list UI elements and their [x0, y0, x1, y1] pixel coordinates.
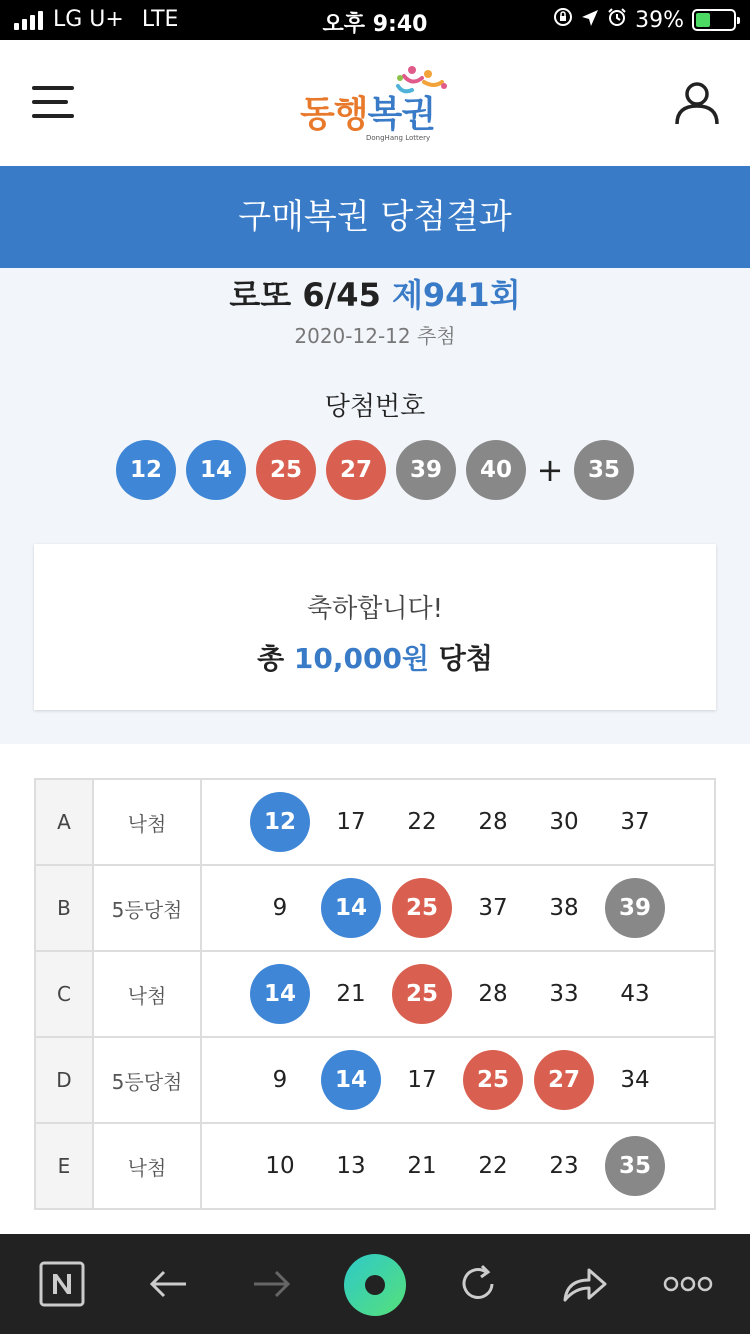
ticket-number: 9: [272, 1067, 288, 1093]
ticket-section: [0, 744, 750, 1234]
page-title: 구매복권 당첨결과: [0, 166, 750, 268]
ticket-number: 10: [265, 1153, 295, 1179]
game-label: E: [35, 1123, 93, 1209]
carrier: LG U+: [53, 7, 124, 32]
winning-numbers: [116, 440, 644, 500]
bonus-ball: 35: [574, 440, 634, 500]
alarm-icon: [607, 7, 627, 33]
bonus-plus: +: [536, 451, 564, 489]
game-label: B: [35, 865, 93, 951]
winning-ball: 25: [256, 440, 316, 500]
ticket-number: 17: [407, 1067, 437, 1093]
prize-total: [34, 637, 716, 677]
prize-prefix: 총: [257, 642, 285, 675]
ticket-table: [34, 778, 716, 1210]
game-result: 낙첨: [93, 1123, 201, 1209]
ticket-number: 30: [549, 809, 579, 835]
ticket-number: 43: [620, 981, 650, 1007]
draw-date: 2020-12-12 추첨: [294, 324, 456, 348]
ticket-number: 27: [534, 1050, 594, 1110]
round-title: [0, 270, 750, 316]
game-label: D: [35, 1037, 93, 1123]
ticket-number: 23: [549, 1153, 579, 1179]
round-number: 제941회: [391, 276, 521, 314]
game-numbers: [201, 865, 715, 951]
logo-subtitle: DongHang Lottery: [366, 134, 431, 142]
ticket-number: 21: [336, 981, 366, 1007]
game-numbers: [201, 1123, 715, 1209]
ticket-number: 14: [250, 964, 310, 1024]
game-numbers: [201, 779, 715, 865]
ticket-number: 17: [336, 809, 366, 835]
game-label: C: [35, 951, 93, 1037]
winning-ball: 40: [466, 440, 526, 500]
app-header: [0, 40, 750, 166]
ticket-number: 14: [321, 1050, 381, 1110]
table-row: [35, 779, 715, 865]
ticket-number: 33: [549, 981, 579, 1007]
game-numbers: [201, 1037, 715, 1123]
ticket-number: 22: [478, 1153, 508, 1179]
menu-icon[interactable]: [32, 84, 74, 120]
table-row: [35, 1123, 715, 1209]
congrats-message: 축하합니다!: [306, 594, 443, 624]
ticket-number: 34: [620, 1067, 650, 1093]
ticket-number: 25: [463, 1050, 523, 1110]
ticket-number: 25: [392, 964, 452, 1024]
user-icon[interactable]: [674, 80, 720, 126]
congrats-card: [34, 544, 716, 710]
ticket-number: 28: [478, 809, 508, 835]
ticket-number: 14: [321, 878, 381, 938]
game-result: 5등당첨: [93, 865, 201, 951]
winning-ball: 14: [186, 440, 246, 500]
share-icon[interactable]: [556, 1256, 612, 1312]
ticket-number: 38: [549, 895, 579, 921]
ticket-number: 37: [478, 895, 508, 921]
ticket-number: 28: [478, 981, 508, 1007]
logo-text: 동행복권: [300, 94, 436, 135]
reload-icon[interactable]: [450, 1256, 506, 1312]
back-icon[interactable]: [140, 1256, 196, 1312]
ticket-number: 37: [620, 809, 650, 835]
forward-icon[interactable]: [244, 1256, 300, 1312]
prize-amount: 10,000원: [293, 642, 430, 675]
winning-ball: 39: [396, 440, 456, 500]
prize-suffix: 당첨: [438, 642, 493, 675]
ticket-number: 25: [392, 878, 452, 938]
battery-icon: [692, 9, 736, 31]
winning-numbers-label: 당첨번호: [324, 392, 426, 422]
game-label: A: [35, 779, 93, 865]
ticket-number: 22: [407, 809, 437, 835]
game-result: 낙첨: [93, 779, 201, 865]
ticket-number: 13: [336, 1153, 366, 1179]
ticket-number: 21: [407, 1153, 437, 1179]
table-row: [35, 951, 715, 1037]
game-numbers: [201, 951, 715, 1037]
battery-percent: 39%: [635, 7, 684, 33]
table-row: [35, 1037, 715, 1123]
network-type: LTE: [141, 7, 179, 32]
clock: 오후 9:40: [322, 12, 428, 37]
status-bar: [0, 0, 750, 40]
winning-ball: 12: [116, 440, 176, 500]
naver-icon[interactable]: [34, 1256, 90, 1312]
location-icon: [581, 8, 599, 33]
ticket-number: 35: [605, 1136, 665, 1196]
ticket-number: 12: [250, 792, 310, 852]
game-result: 낙첨: [93, 951, 201, 1037]
more-icon[interactable]: [660, 1256, 716, 1312]
browser-toolbar: [0, 1234, 750, 1334]
game-result: 5등당첨: [93, 1037, 201, 1123]
rotation-lock-icon: [553, 7, 573, 33]
game-name: 로또 6/45: [229, 276, 381, 314]
logo[interactable]: [300, 64, 450, 144]
winning-ball: 27: [326, 440, 386, 500]
table-row: [35, 865, 715, 951]
home-dot-icon[interactable]: [344, 1254, 406, 1316]
ticket-number: 9: [272, 895, 288, 921]
ticket-number: 39: [605, 878, 665, 938]
